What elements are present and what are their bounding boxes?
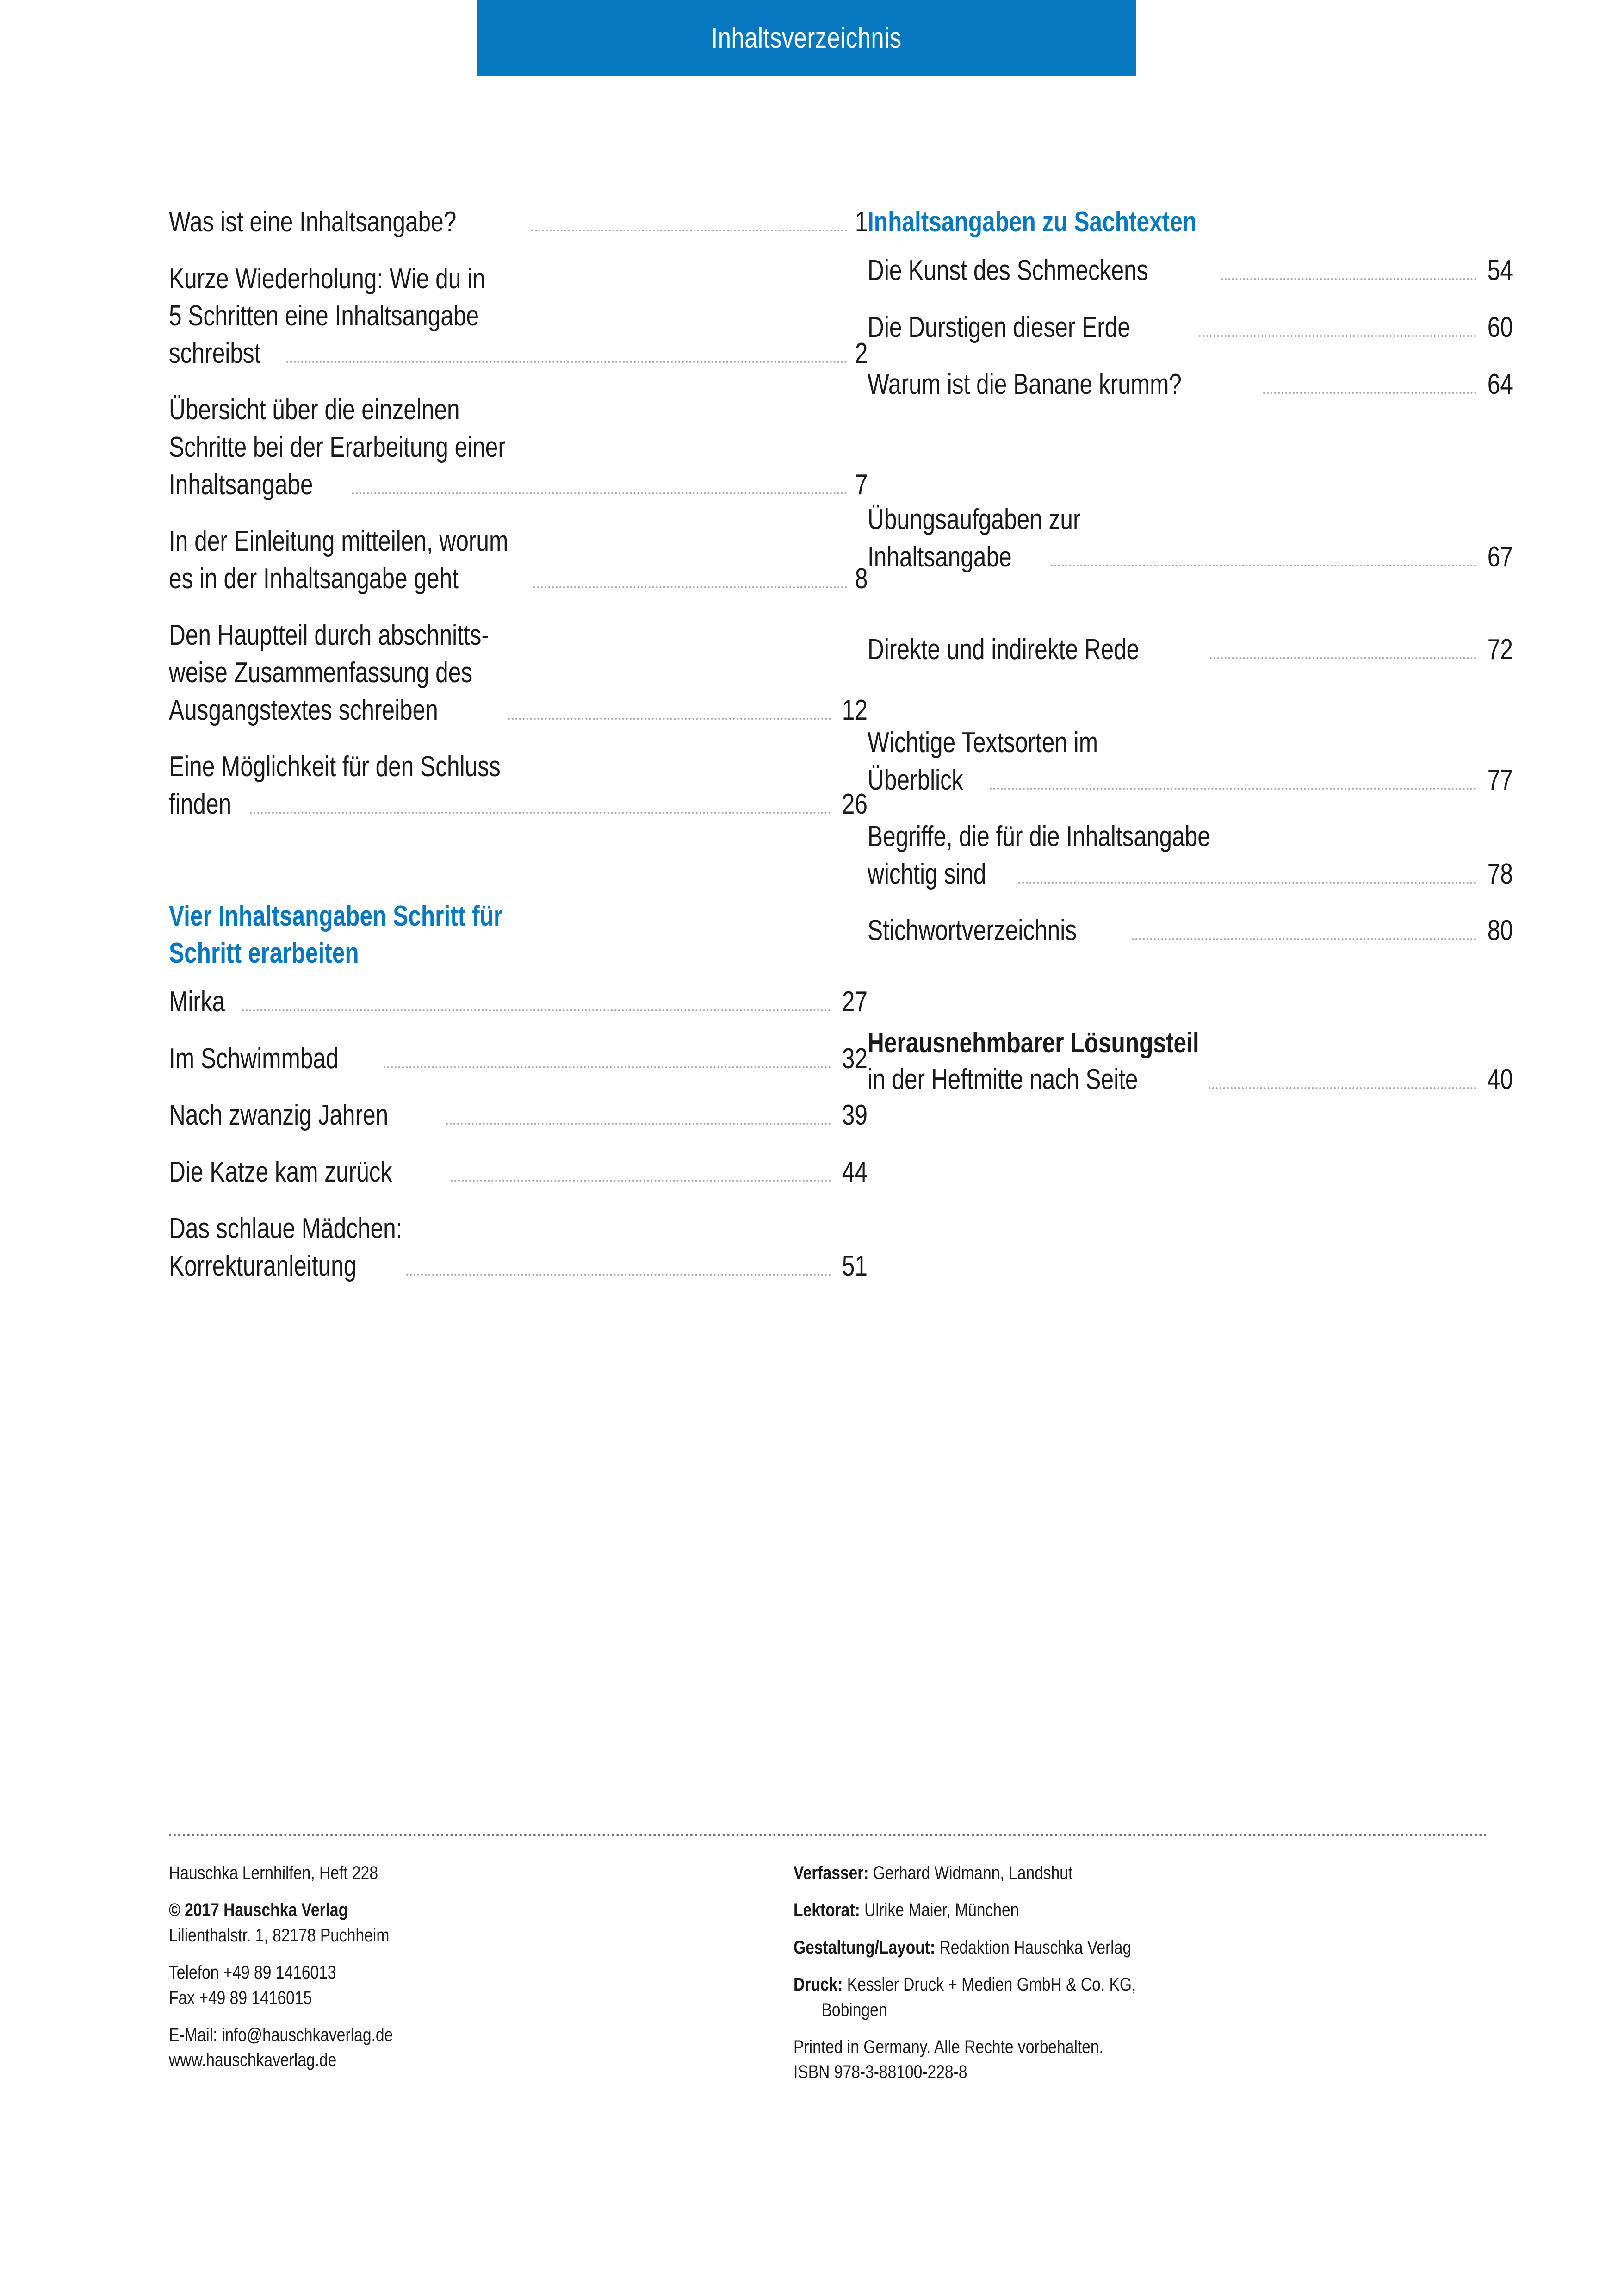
footer-fax: Fax +49 89 1416015 xyxy=(169,1987,312,2008)
footer-website[interactable]: www.hauschkaverlag.de xyxy=(169,2050,337,2071)
toc-entry-title: Mirka xyxy=(169,986,225,1018)
toc-entry-title-line: 5 Schritten eine Inhaltsangabe xyxy=(169,300,479,332)
footer-address: Lilienthalstr. 1, 82178 Puchheim xyxy=(169,1925,390,1946)
toc-entry-title-line: In der Einleitung mitteilen, worum xyxy=(169,525,508,558)
toc-entry[interactable] xyxy=(169,1210,868,1285)
dot-leader xyxy=(250,812,831,814)
toc-entry-page: 64 xyxy=(1487,368,1513,400)
section-heading-line: Vier Inhaltsangaben Schritt für xyxy=(169,900,503,933)
toc-entry[interactable] xyxy=(868,309,1513,347)
toc-entry[interactable] xyxy=(169,748,868,823)
dot-leader xyxy=(1263,392,1476,394)
toc-entry-title: Warum ist die Banane krumm? xyxy=(868,368,1182,400)
spacer xyxy=(169,842,868,898)
toc-entry[interactable] xyxy=(868,501,1513,576)
footer-series: Hauschka Lernhilfen, Heft 228 xyxy=(169,1863,378,1883)
toc-entry-title: Was ist eine Inhaltsangabe? xyxy=(169,206,457,238)
toc-entry-title-line: Eine Möglichkeit für den Schluss xyxy=(169,751,501,783)
dot-leader xyxy=(1209,1087,1476,1089)
toc-entry-title: Die Kunst des Schmeckens xyxy=(868,255,1148,287)
toc-entry-page: 44 xyxy=(842,1156,868,1188)
toc-entry-page: 72 xyxy=(1487,634,1513,666)
toc-entry[interactable] xyxy=(169,1097,868,1134)
footer-author-value: Gerhard Widmann, Landshut xyxy=(868,1863,1073,1883)
footer-publisher-block xyxy=(169,1898,780,1948)
toc-entry-page: 7 xyxy=(855,468,868,501)
toc-entry-page: 78 xyxy=(1487,858,1513,890)
footer-rights-block xyxy=(794,2035,1515,2085)
toc-entry[interactable] xyxy=(868,912,1513,950)
toc-entry-title: Stichwortverzeichnis xyxy=(868,915,1077,947)
footer-web-block xyxy=(169,2022,780,2073)
toc-entry[interactable] xyxy=(169,1040,868,1078)
toc-entry-page: 12 xyxy=(842,694,868,726)
header-banner xyxy=(477,0,1136,76)
spacer xyxy=(868,423,1513,501)
toc-entry-title: Direkte und indirekte Rede xyxy=(868,634,1140,666)
footer-copyright-text: © 2017 Hauschka Verlag xyxy=(169,1900,348,1921)
footer-credits-right xyxy=(794,1860,1515,2085)
footer-contact-block xyxy=(169,1960,780,2010)
page-title: Inhaltsverzeichnis xyxy=(711,22,902,54)
toc-entry-page: 39 xyxy=(842,1099,868,1132)
footer-series-block xyxy=(169,1860,780,1885)
toc-entry-page: 54 xyxy=(1487,255,1513,287)
toc-entry[interactable] xyxy=(169,204,868,241)
toc-entry-page: 26 xyxy=(842,788,868,820)
toc-columns xyxy=(0,204,1618,1305)
footer-phone: Telefon +49 89 1416013 xyxy=(169,1962,336,1983)
toc-entry-page: 32 xyxy=(842,1042,868,1075)
spacer xyxy=(868,688,1513,724)
toc-entry-title: Korrekturanleitung xyxy=(169,1250,357,1282)
dot-leader xyxy=(352,492,847,494)
toc-entry-title: Inhaltsangabe xyxy=(868,541,1012,573)
footer-isbn: ISBN 978-3-88100-228-8 xyxy=(794,2062,967,2083)
toc-entry-page: 80 xyxy=(1487,915,1513,947)
dot-leader xyxy=(533,586,847,588)
toc-entry[interactable] xyxy=(868,631,1513,669)
toc-entry-title: Im Schwimmbad xyxy=(169,1042,339,1075)
toc-entry-title: Ausgangstextes schreiben xyxy=(169,694,438,726)
section-heading-line: Inhaltsangaben zu Sachtexten xyxy=(868,206,1197,238)
toc-entry-page: 40 xyxy=(1487,1064,1513,1096)
spacer xyxy=(868,595,1513,631)
toc-entry-page: 8 xyxy=(855,562,868,595)
section-heading-inhaltsangaben-sachtexten xyxy=(868,204,1384,240)
footer-layout-label: Gestaltung/Layout: xyxy=(794,1937,936,1958)
dot-leader xyxy=(242,1009,831,1011)
toc-entry-title: wichtig sind xyxy=(868,858,986,890)
toc-entry[interactable] xyxy=(868,818,1513,893)
toc-entry-title: Inhaltsangabe xyxy=(169,468,313,501)
toc-entry[interactable] xyxy=(868,252,1513,290)
toc-entry-title-line: Übersicht über die einzelnen xyxy=(169,394,460,426)
toc-entry-title-line: Schritte bei der Erarbeitung einer xyxy=(169,431,506,463)
toc-entry-title-line: Das schlaue Mädchen: xyxy=(169,1213,403,1245)
section-heading-vier-inhaltsangaben xyxy=(169,898,728,971)
toc-entry[interactable] xyxy=(868,366,1513,404)
footer xyxy=(0,1860,1618,2085)
toc-entry-title: in der Heftmitte nach Seite xyxy=(868,1064,1138,1096)
footer-editor-value: Ulrike Maier, München xyxy=(860,1900,1019,1921)
toc-entry[interactable] xyxy=(169,1154,868,1191)
footer-print xyxy=(794,1972,1400,1997)
dot-leader xyxy=(446,1123,831,1125)
toc-entry-title: es in der Inhaltsangabe geht xyxy=(169,562,459,595)
spacer xyxy=(868,969,1513,1025)
footer-layout-value: Redaktion Hauschka Verlag xyxy=(935,1937,1132,1958)
toc-entry-page: 77 xyxy=(1487,764,1513,796)
section-heading-loesungsteil: Herausnehmbarer Lösungsteil xyxy=(868,1027,1199,1059)
toc-entry-page: 1 xyxy=(855,206,868,238)
toc-entry-page: 67 xyxy=(1487,541,1513,573)
toc-entry-title-line: Übungsaufgaben zur xyxy=(868,504,1081,536)
footer-author-block xyxy=(794,1860,1515,1885)
footer-layout xyxy=(794,1935,1400,1960)
footer-divider xyxy=(169,1834,1488,1836)
section-heading-line: Schritt erarbeiten xyxy=(169,937,359,969)
toc-entry-page: 2 xyxy=(855,337,868,369)
toc-entry-title: Die Durstigen dieser Erde xyxy=(868,311,1130,343)
toc-entry-title: schreibst xyxy=(169,337,261,369)
footer-print-city: Bobingen xyxy=(821,1999,887,2020)
dot-leader xyxy=(406,1274,831,1276)
toc-entry[interactable] xyxy=(169,523,868,597)
dot-leader xyxy=(990,788,1476,790)
footer-rights: Printed in Germany. Alle Rechte vorbehalten. xyxy=(794,2036,1103,2057)
toc-entry-title-line: Kurze Wiederholung: Wie du in xyxy=(169,262,485,295)
dot-leader xyxy=(1210,657,1476,659)
footer-print-value: Kessler Druck + Medien GmbH & Co. KG, xyxy=(843,1974,1136,1995)
footer-editor xyxy=(794,1898,1400,1923)
toc-entry-page: 60 xyxy=(1487,311,1513,343)
dot-leader xyxy=(1132,938,1476,940)
footer-imprint-left xyxy=(169,1860,780,2085)
footer-author-label: Verfasser: xyxy=(794,1863,869,1883)
toc-entry-title: Die Katze kam zurück xyxy=(169,1156,392,1188)
toc-column-left xyxy=(169,204,868,1305)
toc-entry[interactable] xyxy=(169,392,868,504)
toc-entry-title: finden xyxy=(169,788,232,820)
toc-entry-title: Überblick xyxy=(868,764,963,796)
dot-leader xyxy=(451,1180,831,1182)
toc-entry[interactable] xyxy=(868,724,1513,799)
toc-entry[interactable] xyxy=(169,983,868,1021)
toc-entry-page: 27 xyxy=(842,986,868,1018)
toc-entry-title-line: Begriffe, die für die Inhaltsangabe xyxy=(868,821,1210,853)
dot-leader xyxy=(508,718,831,720)
toc-entry-title-line: Den Hauptteil durch abschnitts- xyxy=(169,619,490,652)
footer-author xyxy=(794,1860,1400,1885)
toc-column-right xyxy=(868,204,1513,1305)
toc-entry-title: Nach zwanzig Jahren xyxy=(169,1099,389,1132)
toc-entry[interactable] xyxy=(169,617,868,729)
toc-entry[interactable] xyxy=(169,261,868,373)
footer-email[interactable]: E-Mail: info@hauschkaverlag.de xyxy=(169,2024,393,2045)
toc-entry-page: 51 xyxy=(842,1250,868,1282)
footer-copyright xyxy=(169,1898,682,1923)
toc-entry-title-line: Wichtige Textsorten im xyxy=(868,726,1098,759)
toc-entry[interactable] xyxy=(868,1061,1513,1099)
footer-editor-block xyxy=(794,1898,1515,1923)
dot-leader xyxy=(1199,335,1476,337)
dot-leader xyxy=(1018,882,1476,884)
dot-leader xyxy=(1221,278,1476,280)
dot-leader xyxy=(384,1066,831,1068)
footer-print-label: Druck: xyxy=(794,1974,843,1995)
dot-leader xyxy=(1051,565,1476,566)
footer-print-block xyxy=(794,1972,1515,2022)
footer-editor-label: Lektorat: xyxy=(794,1900,860,1921)
dot-leader xyxy=(286,361,847,363)
dot-leader xyxy=(531,230,847,231)
toc-entry-title-line: weise Zusammenfassung des xyxy=(169,656,473,689)
footer-layout-block xyxy=(794,1935,1515,1960)
